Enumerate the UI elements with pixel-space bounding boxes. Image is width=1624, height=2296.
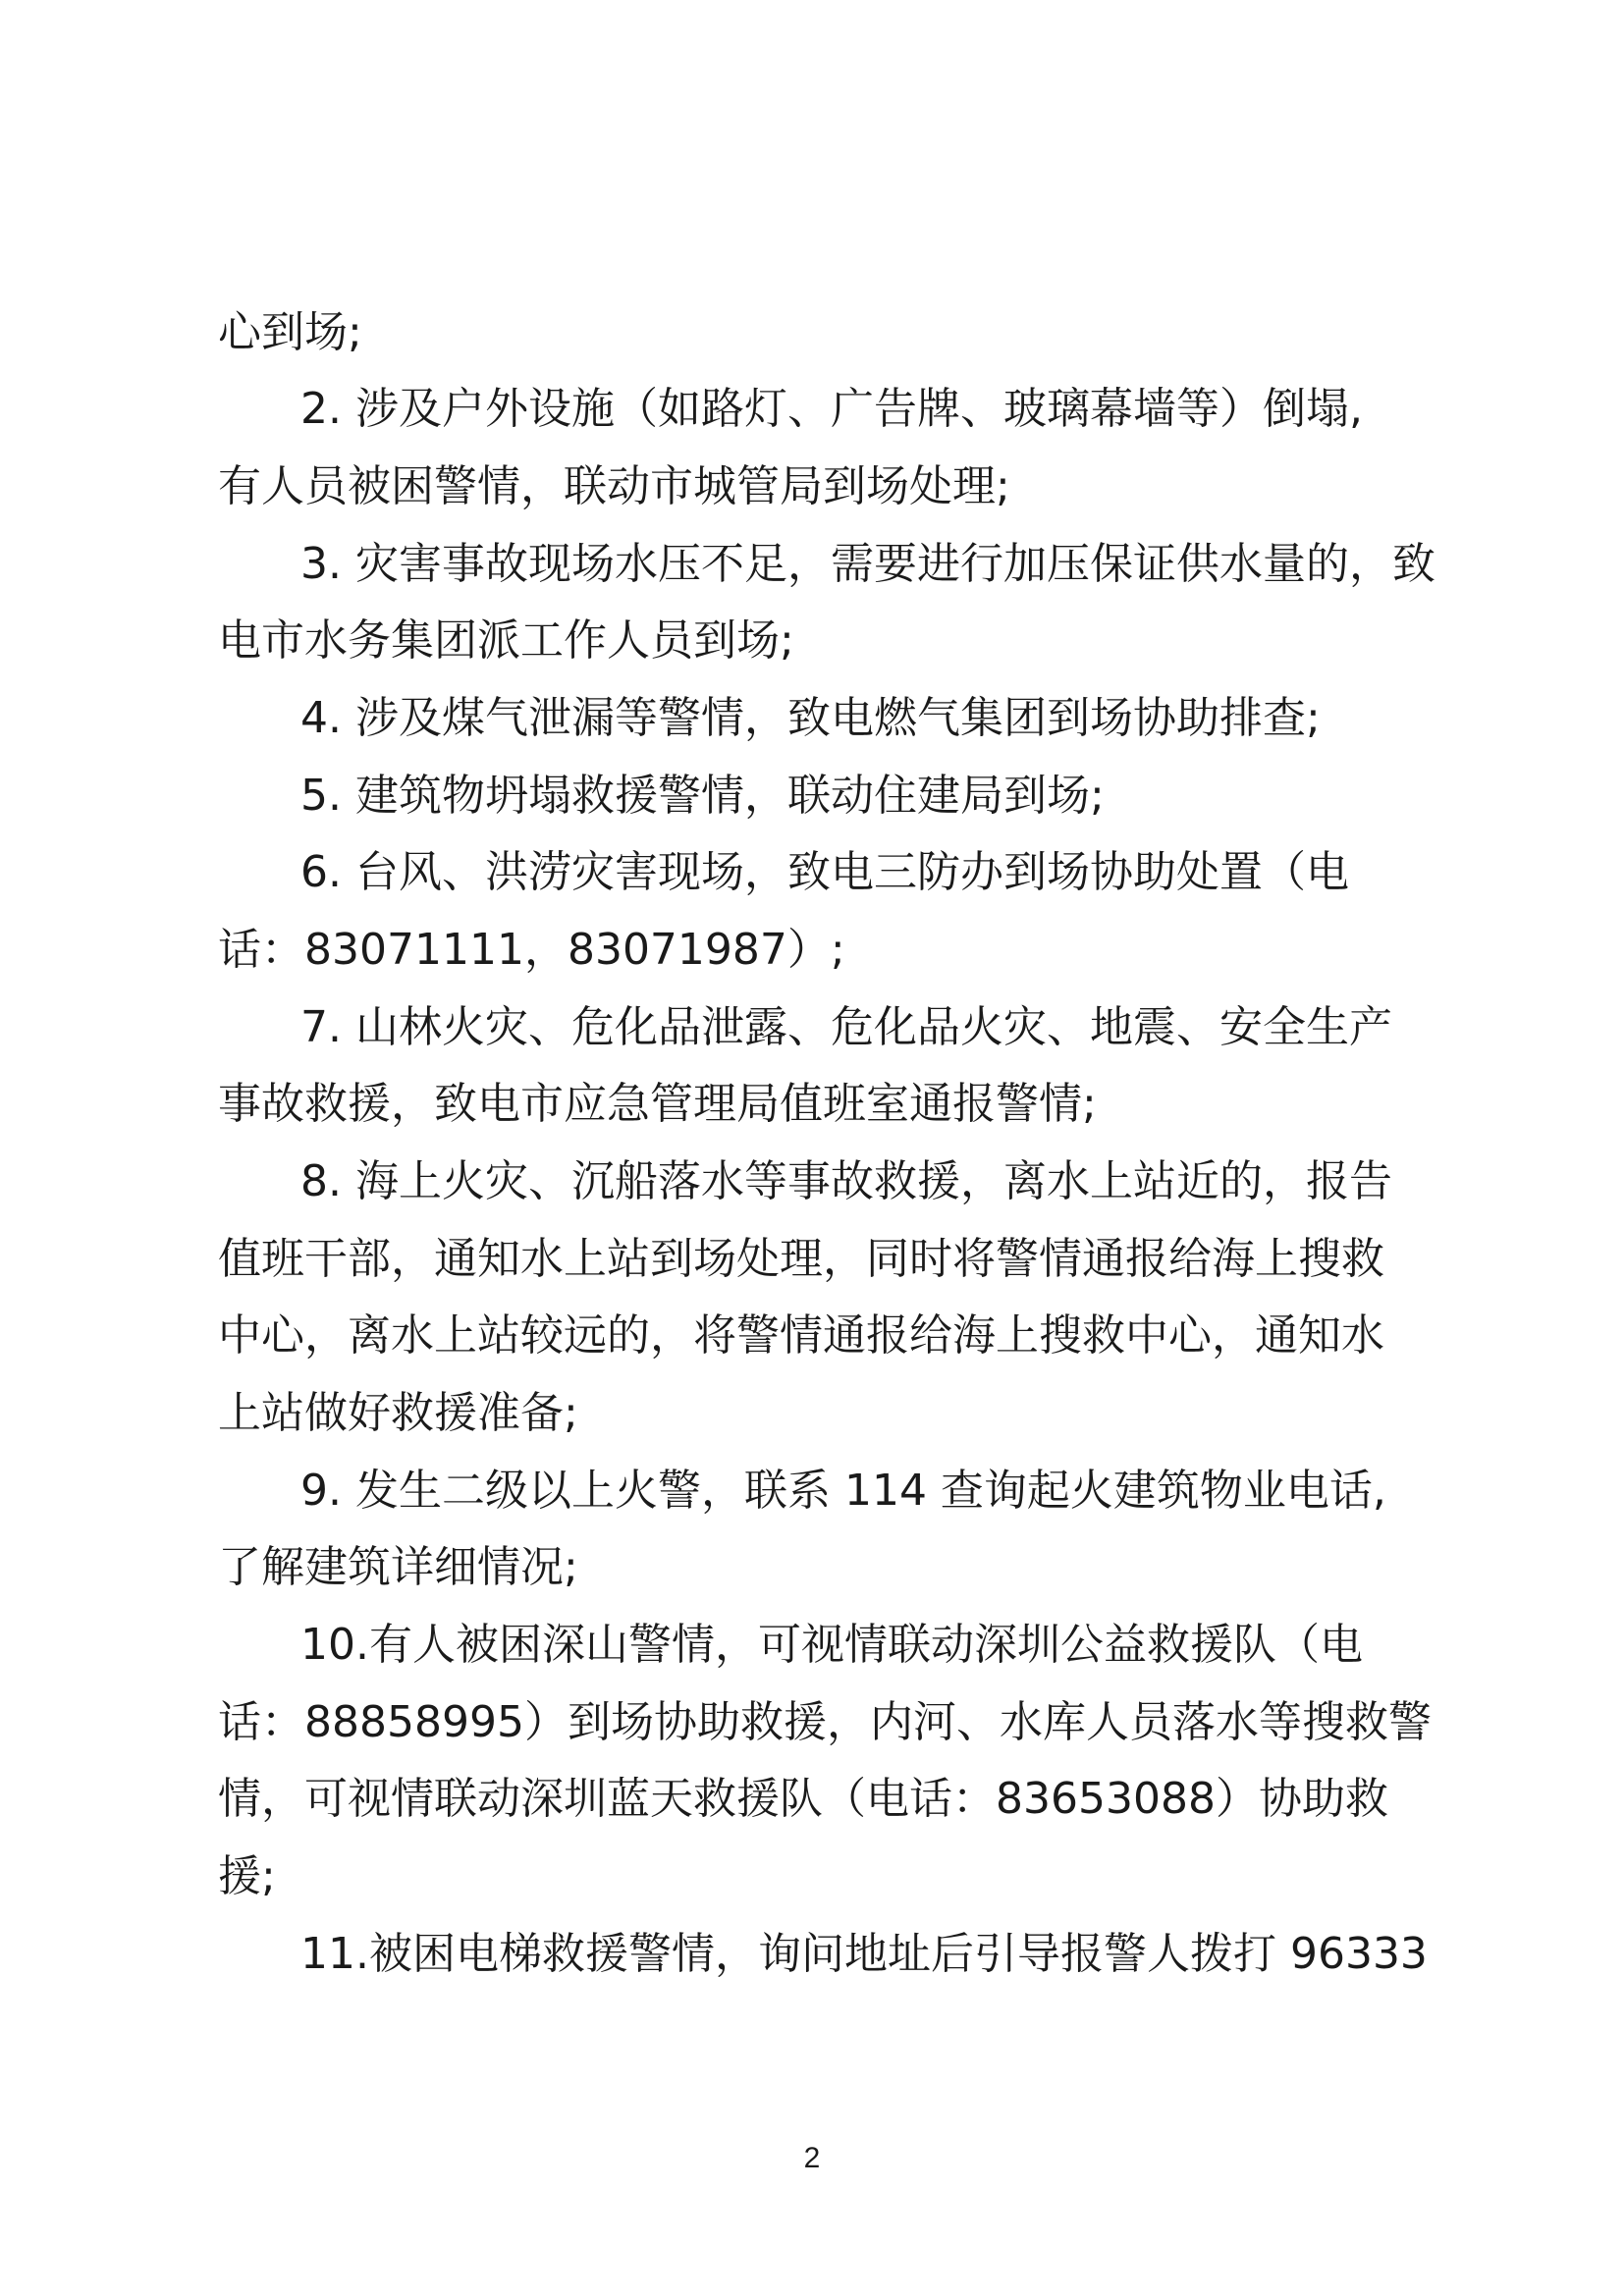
body-text-line: 中心，离水上站较远的，将警情通报给海上搜救中心，通知水 (218, 1310, 1384, 1361)
body-text-line: 9. 发生二级以上火警，联系 114 查询起火建筑物业电话, (300, 1466, 1386, 1516)
body-text-line: 心到场; (218, 307, 362, 357)
body-text-line: 情，可视情联动深圳蓝天救援队（电话：83653088）协助救 (218, 1774, 1388, 1824)
body-text-line: 有人员被困警情，联动市城管局到场处理; (218, 461, 1010, 511)
body-text-line: 11.被困电梯救援警情，询问地址后引导报警人拨打 96333 (300, 1929, 1428, 1979)
body-text-line: 2. 涉及户外设施（如路灯、广告牌、玻璃幕墙等）倒塌, (300, 384, 1363, 434)
body-text-line: 值班干部，通知水上站到场处理，同时将警情通报给海上搜救 (218, 1234, 1384, 1284)
body-text-line: 3. 灾害事故现场水压不足，需要进行加压保证供水量的，致 (300, 539, 1435, 589)
body-text-line: 10.有人被困深山警情，可视情联动深圳公益救援队（电 (300, 1620, 1363, 1670)
body-text-line: 电市水务集团派工作人员到场; (218, 615, 794, 666)
body-text-line: 上站做好救援准备; (218, 1388, 578, 1438)
body-text-line: 事故救援，致电市应急管理局值班室通报警情; (218, 1079, 1097, 1129)
body-text-line: 话：83071111，83071987）; (218, 925, 845, 975)
body-text-line: 话：88858995）到场协助救援，内河、水库人员落水等搜救警 (218, 1697, 1432, 1747)
body-text-line: 7. 山林火灾、危化品泄露、危化品火灾、地震、安全生产 (300, 1002, 1392, 1052)
body-text-line: 了解建筑详细情况; (218, 1542, 578, 1592)
page-number: 2 (803, 2142, 821, 2174)
body-text-line: 6. 台风、洪涝灾害现场，致电三防办到场协助处置（电 (300, 847, 1349, 897)
body-text-line: 援; (218, 1851, 276, 1901)
body-text-line: 4. 涉及煤气泄漏等警情，致电燃气集团到场协助排查; (300, 693, 1321, 743)
body-text-line: 8. 海上火灾、沉船落水等事故救援，离水上站近的，报告 (300, 1156, 1392, 1206)
body-text-line: 5. 建筑物坍塌救援警情，联动住建局到场; (300, 771, 1105, 821)
